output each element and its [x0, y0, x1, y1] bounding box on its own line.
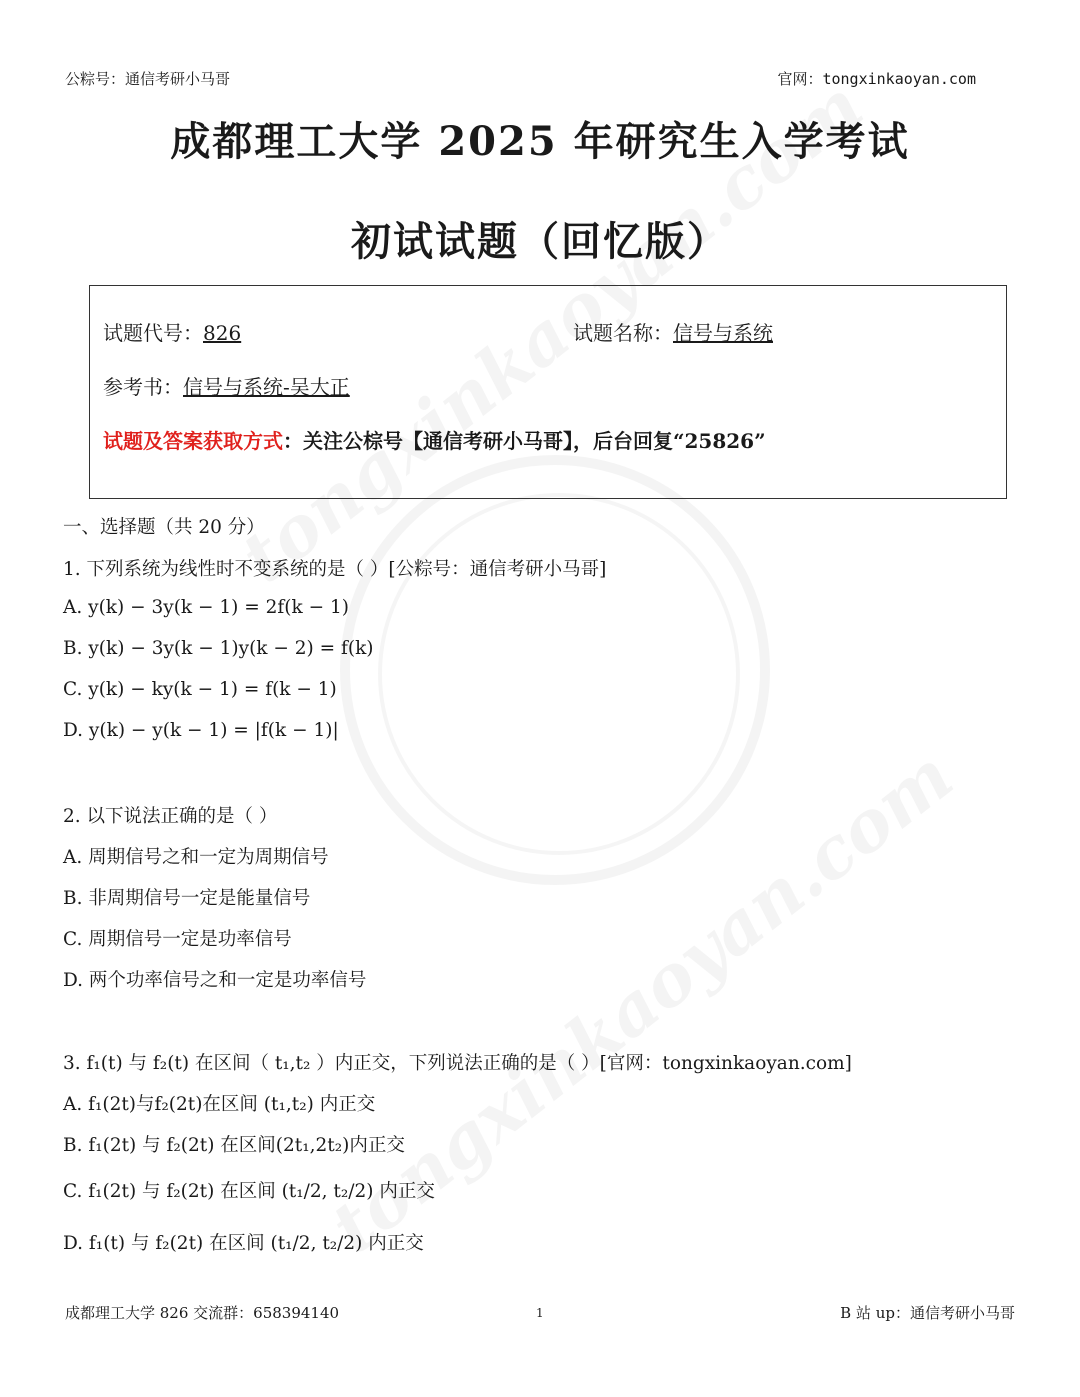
exam-name-label: 试题名称：: [573, 321, 673, 345]
question-3-option-a: A. f₁(2t)与f₂(2t)在区间 (t₁,t₂) 内正交: [63, 1094, 376, 1115]
reference-book: [103, 371, 350, 400]
reference-book-label: 参考书：: [103, 375, 183, 399]
question-1-option-d: D. y(k) − y(k − 1) = |f(k − 1)|: [63, 720, 339, 741]
question-1-option-b: B. y(k) − 3y(k − 1)y(k − 2) = f(k): [63, 638, 374, 659]
answer-label: 试题及答案获取方式: [103, 429, 283, 453]
footer-right: B 站 up：通信考研小马哥: [840, 1304, 1015, 1322]
header-right: 官网：tongxinkaoyan.com: [777, 70, 976, 88]
exam-name: [573, 317, 773, 346]
exam-code-label: 试题代号：: [103, 321, 203, 345]
reference-book-value: 信号与系统-吴大正: [183, 375, 350, 399]
answer-info: [103, 425, 766, 454]
answer-colon: ：: [283, 429, 303, 453]
question-1-stem: 1. 下列系统为线性时不变系统的是（ ）[公粽号：通信考研小马哥]: [63, 559, 607, 580]
watermark-seal-inner: [378, 493, 740, 855]
exam-name-value: 信号与系统: [673, 321, 773, 345]
question-2-stem: 2. 以下说法正确的是（ ）: [63, 806, 278, 827]
question-3-option-b: B. f₁(2t) 与 f₂(2t) 在区间(2t₁,2t₂)内正交: [63, 1135, 405, 1156]
question-3-option-d: D. f₁(t) 与 f₂(2t) 在区间 (t₁/2, t₂/2) 内正交: [63, 1233, 424, 1254]
question-3-stem: 3. f₁(t) 与 f₂(t) 在区间（ t₁,t₂ ）内正交，下列说法正确的是（ ）[官网：tongxinkaoyan.com]: [63, 1053, 852, 1074]
question-2-option-b: B. 非周期信号一定是能量信号: [63, 888, 311, 909]
question-2-option-d: D. 两个功率信号之和一定是功率信号: [63, 970, 367, 991]
answer-text: 关注公棕号【通信考研小马哥】，后台回复“25826”: [303, 429, 766, 453]
title-line2: 初试试题（回忆版）: [351, 218, 729, 265]
title-line1: 成都理工大学 2025 年研究生入学考试: [170, 118, 910, 165]
question-2-option-c: C. 周期信号一定是功率信号: [63, 929, 292, 950]
exam-code: [103, 317, 241, 346]
question-1-option-a: A. y(k) − 3y(k − 1) = 2f(k − 1): [63, 597, 349, 618]
exam-code-value: 826: [203, 321, 242, 345]
footer-left: 成都理工大学 826 交流群：658394140: [65, 1304, 340, 1322]
section-heading: 一、选择题（共 20 分）: [63, 517, 265, 538]
question-2-option-a: A. 周期信号之和一定为周期信号: [63, 847, 329, 868]
page-number: 1: [536, 1306, 544, 1320]
question-3-option-c: C. f₁(2t) 与 f₂(2t) 在区间 (t₁/2, t₂/2) 内正交: [63, 1181, 435, 1202]
question-1-option-c: C. y(k) − ky(k − 1) = f(k − 1): [63, 679, 337, 700]
header-left: 公粽号：通信考研小马哥: [65, 70, 231, 88]
